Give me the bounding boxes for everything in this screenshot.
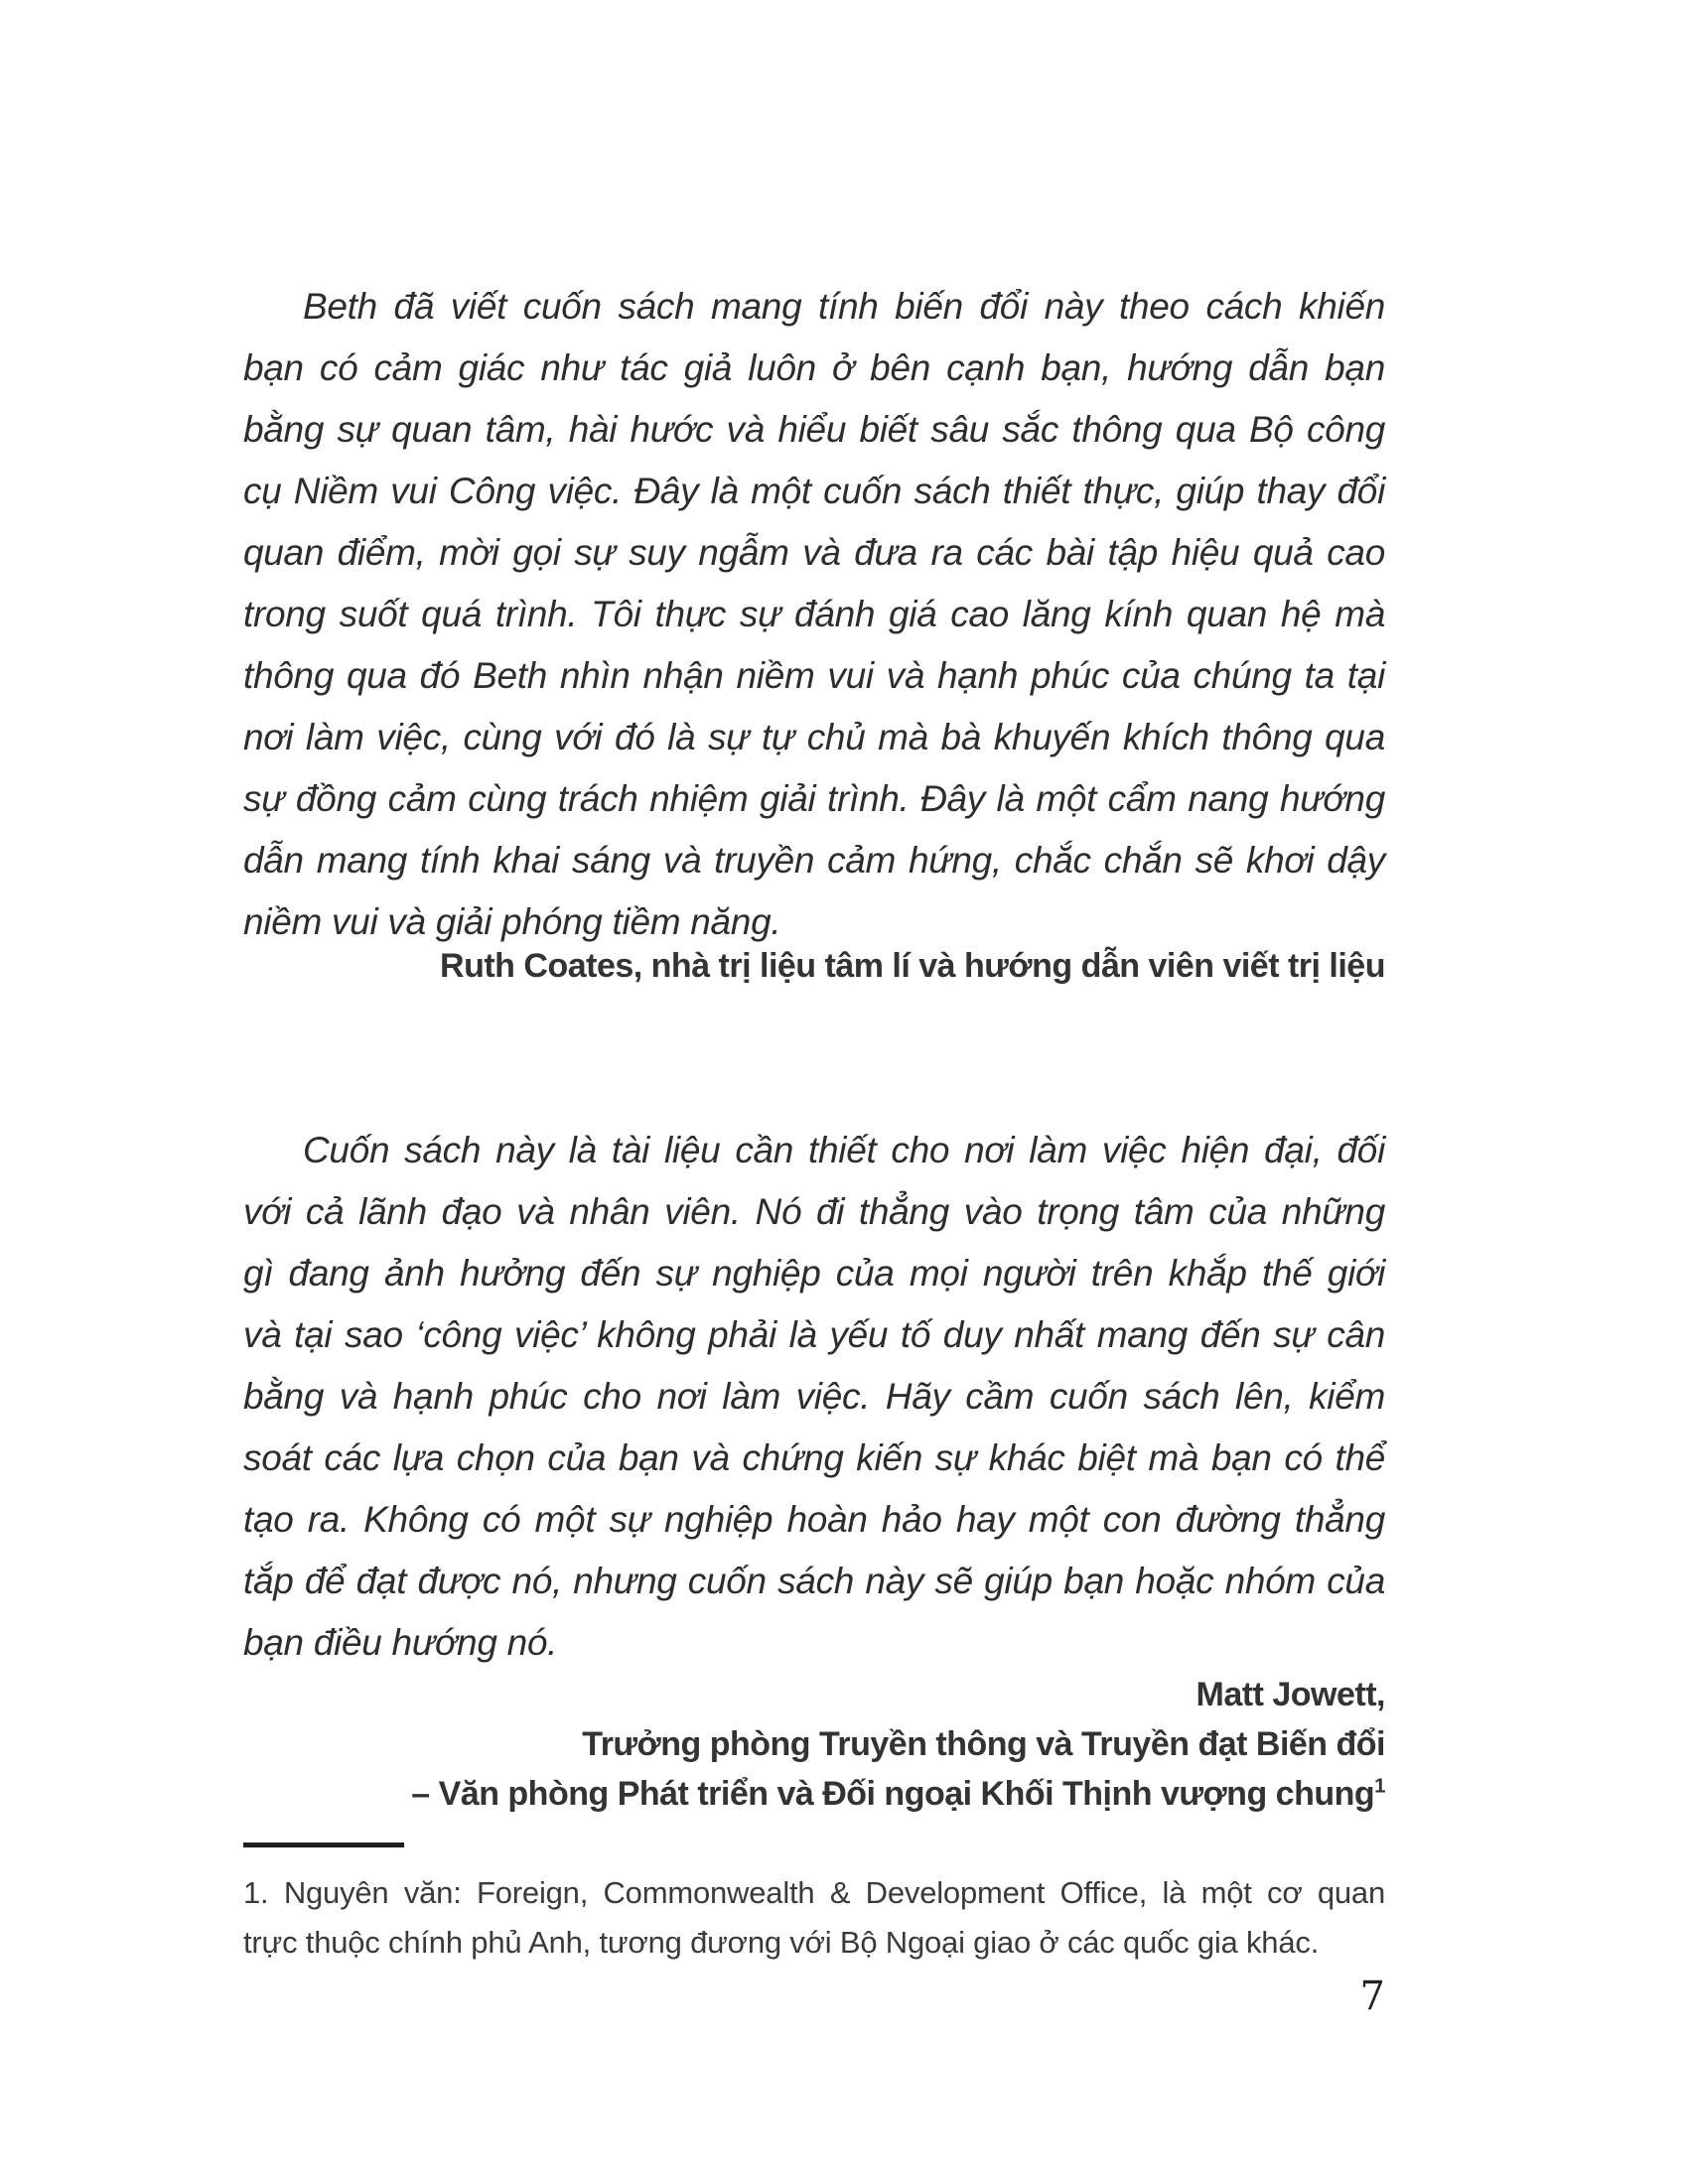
- text-line: thông qua đó Beth nhìn nhận niềm vui và hạnh phúc của chúng ta tại: [243, 655, 1385, 696]
- attribution-line: [243, 1719, 1385, 1769]
- text-line: tắp để đạt được nó, nhưng cuốn sách này sẽ giúp bạn hoặc nhóm của: [243, 1561, 1385, 1601]
- text-line: quan điểm, mời gọi sự suy ngẫm và đưa ra các bài tập hiệu quả cao: [243, 532, 1385, 573]
- text-line: bạn điều hướng nó.: [243, 1622, 558, 1663]
- text-line: tạo ra. Không có một sự nghiệp hoàn hảo hay một con đường thẳng: [243, 1499, 1385, 1540]
- text-line: và tại sao ‘công việc’ không phải là yếu tố duy nhất mang đến sự cân: [243, 1314, 1385, 1355]
- text-line: bạn có cảm giác như tác giả luôn ở bên cạnh bạn, hướng dẫn bạn: [243, 347, 1385, 388]
- page-number: 7: [1359, 1974, 1385, 2019]
- attribution-line: [243, 938, 1385, 994]
- attribution-org: – Văn phòng Phát triển và Đối ngoại Khối Thịnh vượng chung: [411, 1775, 1375, 1813]
- text-line: bằng và hạnh phúc cho nơi làm việc. Hãy cầm cuốn sách lên, kiểm: [243, 1376, 1385, 1417]
- text-line: Beth đã viết cuốn sách mang tính biến đổi này theo cách khiến: [303, 286, 1385, 327]
- attribution-name: Matt Jowett,: [1196, 1676, 1385, 1713]
- text-line: 1. Nguyên văn: Foreign, Commonwealth & Development Office, là một cơ quan: [243, 1875, 1385, 1910]
- quote-1-attribution: [243, 938, 1385, 994]
- text-line: cụ Niềm vui Công việc. Đây là một cuốn sách thiết thực, giúp thay đổi: [243, 471, 1385, 511]
- text-line: niềm vui và giải phóng tiềm năng.: [243, 901, 781, 942]
- text-line: soát các lựa chọn của bạn và chứng kiến sự khác biệt mà bạn có thể: [243, 1437, 1385, 1478]
- text-line: dẫn mang tính khai sáng và truyền cảm hứng, chắc chắn sẽ khơi dậy: [243, 840, 1385, 881]
- attribution-text: Ruth Coates, nhà trị liệu tâm lí và hướng dẫn viên viết trị liệu: [440, 947, 1385, 985]
- text-line: Cuốn sách này là tài liệu cần thiết cho nơi làm việc hiện đại, đối: [303, 1130, 1385, 1170]
- footnote-divider-rule: [243, 1843, 404, 1847]
- attribution-role: Trưởng phòng Truyền thông và Truyền đạt Biến đổi: [582, 1725, 1385, 1763]
- quote-2-attribution: [243, 1670, 1385, 1819]
- testimonial-quote-1: [243, 276, 1385, 953]
- text-line: bằng sự quan tâm, hài hước và hiểu biết sâu sắc thông qua Bộ công: [243, 409, 1385, 450]
- testimonial-quote-2: [243, 1120, 1385, 1674]
- attribution-line: [243, 1670, 1385, 1719]
- text-line: với cả lãnh đạo và nhân viên. Nó đi thẳng vào trọng tâm của những: [243, 1191, 1385, 1232]
- attribution-line: [243, 1769, 1385, 1819]
- text-line: sự đồng cảm cùng trách nhiệm giải trình. Đây là một cẩm nang hướng: [243, 778, 1385, 819]
- text-line: gì đang ảnh hưởng đến sự nghiệp của mọi người trên khắp thế giới: [243, 1253, 1385, 1294]
- text-line: trong suốt quá trình. Tôi thực sự đánh giá cao lăng kính quan hệ mà: [243, 594, 1385, 634]
- text-line: trực thuộc chính phủ Anh, tương đương với Bộ Ngoại giao ở các quốc gia khác.: [243, 1925, 1320, 1960]
- footnote-reference-marker: 1: [1374, 1775, 1385, 1798]
- text-line: nơi làm việc, cùng với đó là sự tự chủ mà bà khuyến khích thông qua: [243, 717, 1385, 757]
- footnote: [243, 1868, 1385, 1968]
